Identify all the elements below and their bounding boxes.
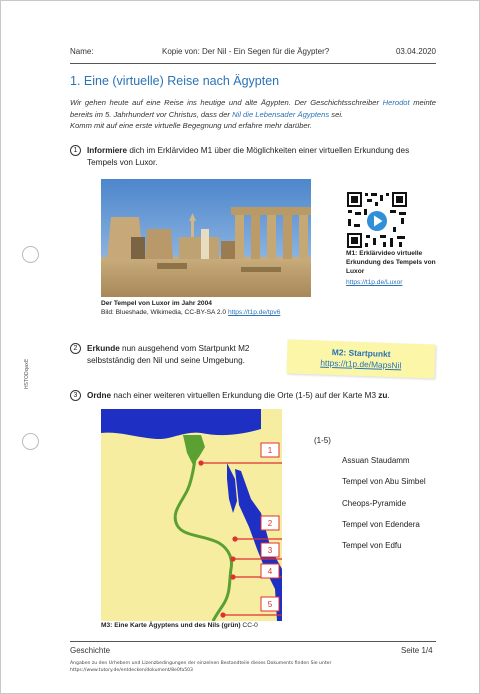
footer-subject: Geschichte: [70, 646, 111, 655]
header-date: 03.04.2020: [395, 47, 436, 56]
marker-dot: [232, 536, 237, 541]
maps-nil-link[interactable]: https://t1p.de/MapsNil: [320, 357, 402, 371]
marker-dot: [230, 556, 235, 561]
header-rule: [70, 63, 436, 64]
task-number: 3: [70, 390, 81, 401]
egypt-nile-map: [101, 409, 282, 621]
task-body: nun ausgehend vom Startpunkt M2 selbstständig den Nil und seine Umgebung.: [87, 344, 250, 365]
nil-lebensader-link[interactable]: Nil die Lebensader Ägyptens: [232, 109, 330, 119]
range-label: (1-5): [314, 436, 331, 445]
document-title: Kopie von: Der Nil - Ein Segen für die Ägypter?: [162, 47, 330, 56]
marker-label: 1: [267, 446, 273, 455]
punch-hole: [22, 433, 39, 450]
intro-part: meinte bereits im 5. Jahrhundert vor Christus, dass der: [70, 98, 436, 119]
qr-code[interactable]: [346, 191, 408, 249]
footer-page-number: Seite 1/4: [401, 646, 433, 655]
task-verb: zu: [378, 391, 388, 400]
sticky-title: M2: Startpunkt: [331, 346, 391, 360]
place-item: Cheops-Pyramide: [342, 498, 407, 508]
map-caption: [101, 622, 258, 629]
task-body: dich im Erklärvideo M1 über die Möglichkeiten einer virtuellen Erkundung des Tempels von Luxor.: [87, 146, 410, 167]
task-text: [87, 145, 436, 168]
startpoint-sticky-note: [286, 339, 435, 378]
name-label: Name:: [70, 47, 94, 56]
marker-label: 5: [267, 600, 273, 609]
marker-label: 4: [267, 567, 273, 576]
intro-part: sei.: [329, 109, 344, 119]
place-item: Tempel von Edendera: [342, 519, 420, 529]
marker-dot: [230, 574, 235, 579]
intro-text: [70, 97, 436, 132]
marker-dot: [198, 460, 203, 465]
license-footnote: Angaben zu den Urhebern und Lizenzbedingungen der einzelnen Bestandteile dieses Dokuments finden Sie unter https://www.tutory.de/entdecken/dokument/8e0fa503: [70, 661, 332, 673]
task-text: [87, 390, 436, 402]
map-caption-license: CC-0: [240, 622, 258, 629]
photo-source-link[interactable]: https://t1p.de/tpv6: [227, 309, 281, 316]
luxor-temple-photo: [101, 179, 311, 297]
task-verb: Informiere: [87, 146, 128, 155]
task-verb: Ordne: [87, 391, 112, 400]
place-item: Assuan Staudamm: [342, 456, 410, 465]
intro-part: Komm mit auf eine erste virtuelle Begegnung und erfahre mehr darüber.: [70, 121, 313, 131]
photo-caption-credit: [101, 308, 280, 317]
place-item: Tempel von Edfu: [342, 541, 402, 551]
punch-hole: [22, 246, 39, 263]
place-item: Tempel von Abu Simbel: [342, 477, 426, 487]
places-list: [342, 456, 426, 562]
qr-caption: M1: Erklärvideo virtuelle Erkundung des Tempels von Luxor: [346, 250, 436, 275]
photo-credit-text: Bild: Blueshade, Wikimedia, CC-BY-SA 2.0: [101, 309, 228, 316]
qr-link[interactable]: https://t1p.de/Luxor: [346, 279, 403, 286]
marker-dot: [220, 612, 225, 617]
task-text: [87, 343, 287, 366]
section-title: 1. Eine (virtuelle) Reise nach Ägypten: [70, 74, 280, 88]
marker-label: 2: [267, 519, 273, 528]
intro-part: Wir gehen heute auf eine Reise ins heutige und alte Ägypten. Der Geschichtsschreiber: [70, 98, 383, 107]
footer-rule: [70, 641, 436, 642]
map-caption-title: M3: Eine Karte Ägyptens und des Nils (grün): [101, 622, 241, 629]
task-number: 2: [70, 343, 81, 354]
task-body: .: [387, 391, 390, 400]
task-number: 1: [70, 145, 81, 156]
page-header: [70, 47, 436, 61]
photo-caption-title: Der Tempel von Luxor im Jahr 2004: [101, 300, 212, 307]
task-verb: Erkunde: [87, 344, 120, 353]
task-body: nach einer weiteren virtuellen Erkundung die Orte (1-5) auf der Karte M3: [111, 391, 379, 400]
side-code: HSTODqaxE: [24, 358, 30, 389]
herodot-link[interactable]: Herodot: [382, 98, 410, 107]
marker-label: 3: [267, 546, 273, 555]
